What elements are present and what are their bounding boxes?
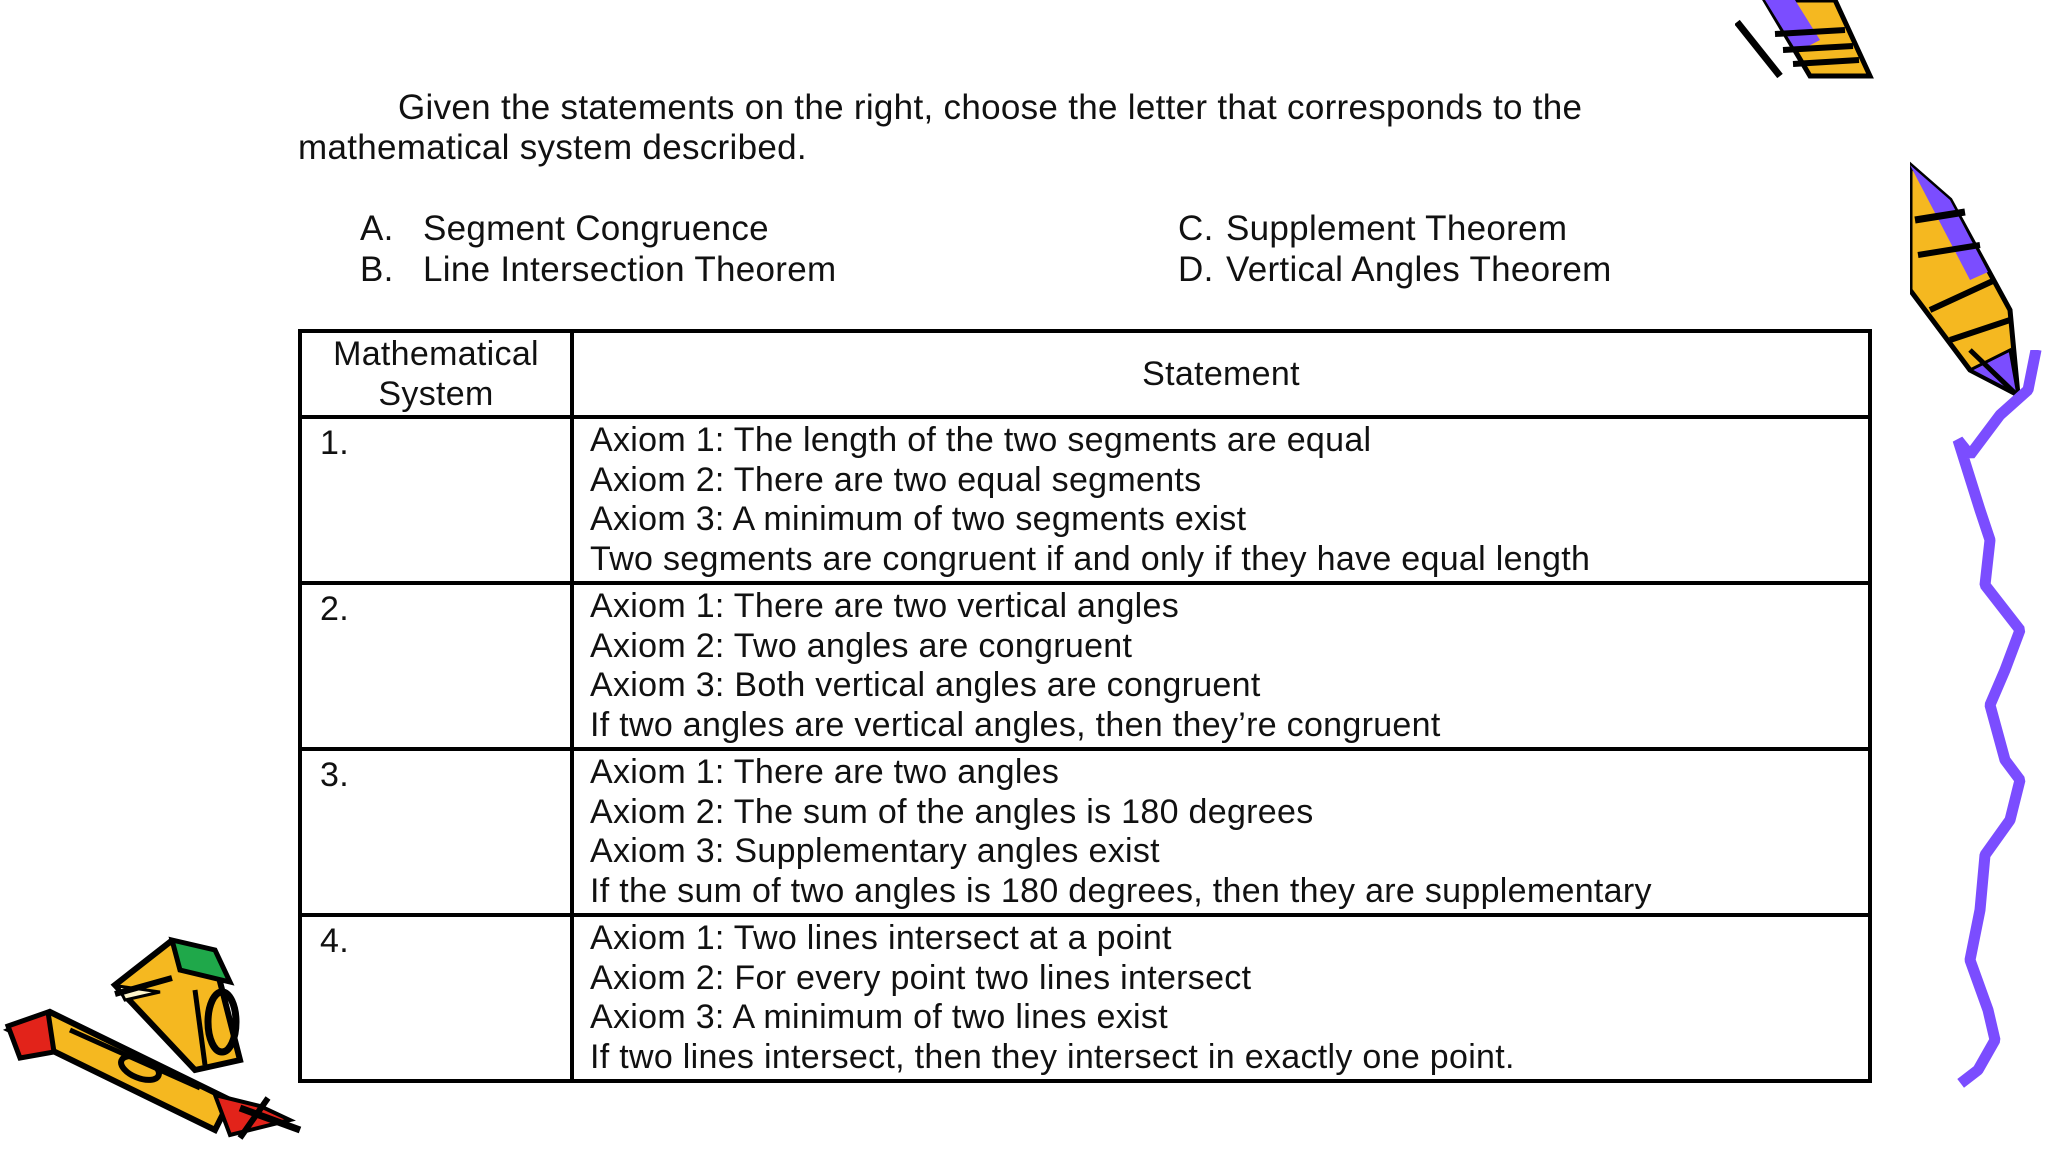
choice-c (1178, 208, 1612, 249)
statement-line: Axiom 2: For every point two lines intersect (590, 958, 1252, 997)
instruction-text: Given the statements on the right, choose the letter that corresponds to the mathematical system described. (298, 88, 1583, 167)
statement-line: Axiom 3: Both vertical angles are congruent (590, 666, 1261, 704)
header-system-line2: System (378, 375, 494, 413)
pencil-top-icon (1735, 0, 1875, 80)
crossed-pencils-icon (0, 930, 310, 1150)
statement-line: Two segments are congruent if and only if they have equal length (590, 539, 1591, 578)
table-row (300, 417, 1870, 583)
row-statements (572, 915, 1870, 1081)
statement-line: Axiom 3: Supplementary angles exist (590, 832, 1160, 870)
table-header-row (300, 331, 1870, 417)
choice-letter: B. (360, 250, 394, 289)
choice-b (360, 249, 836, 290)
table-row (300, 915, 1870, 1081)
statement-line: If two lines intersect, then they intersect in exactly one point. (590, 1037, 1515, 1076)
row-number: 3. (300, 749, 572, 915)
table-row (300, 583, 1870, 749)
choice-a (360, 208, 836, 249)
choice-text: Line Intersection Theorem (423, 250, 837, 289)
statement-line: Axiom 3: A minimum of two lines exist (590, 998, 1168, 1036)
statement-line: Axiom 2: There are two equal segments (590, 460, 1202, 499)
statement-line: Axiom 1: Two lines intersect at a point (590, 919, 1172, 957)
row-statements (572, 417, 1870, 583)
choice-text: Vertical Angles Theorem (1226, 250, 1612, 289)
choice-text: Supplement Theorem (1226, 209, 1568, 248)
systems-table (298, 329, 1872, 1083)
choice-letter: A. (360, 209, 394, 248)
choice-letter: C. (1178, 209, 1214, 248)
header-statement: Statement (572, 331, 1870, 417)
row-number: 2. (300, 583, 572, 749)
choice-letter: D. (1178, 250, 1214, 289)
header-system-line1: Mathematical (333, 335, 539, 373)
statement-line: Axiom 2: The sum of the angles is 180 degrees (590, 792, 1314, 831)
statement-line: If the sum of two angles is 180 degrees, then they are supplementary (590, 871, 1652, 910)
choice-text: Segment Congruence (423, 209, 769, 248)
header-mathematical-system (300, 331, 572, 417)
row-number: 1. (300, 417, 572, 583)
statement-line: Axiom 3: A minimum of two segments exist (590, 500, 1247, 538)
statement-line: Axiom 1: There are two vertical angles (590, 587, 1180, 625)
row-number: 4. (300, 915, 572, 1081)
choices-right (1178, 208, 1612, 290)
squiggle-line-icon (1940, 350, 2048, 1090)
statement-line: Axiom 1: The length of the two segments are equal (590, 421, 1372, 459)
statement-line: Axiom 1: There are two angles (590, 753, 1060, 791)
table-row (300, 749, 1870, 915)
statement-line: Axiom 2: Two angles are congruent (590, 626, 1133, 665)
choices-left (360, 208, 836, 290)
row-statements (572, 583, 1870, 749)
choice-d (1178, 249, 1612, 290)
row-statements (572, 749, 1870, 915)
statement-line: If two angles are vertical angles, then they’re congruent (590, 705, 1441, 744)
